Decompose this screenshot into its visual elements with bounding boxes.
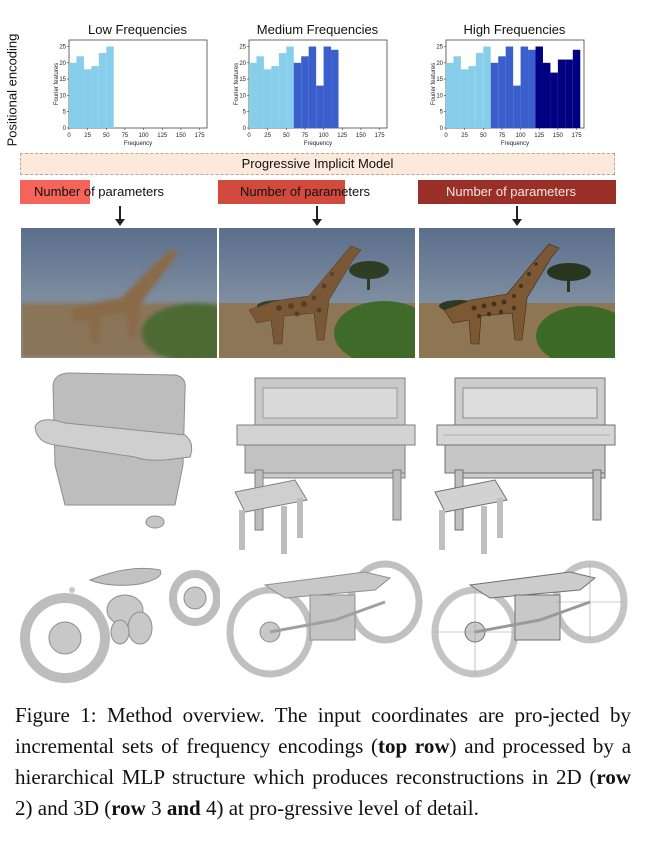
x-tick-label: 50 — [282, 133, 290, 139]
histogram-bar — [331, 50, 338, 128]
histogram-bar — [76, 56, 83, 128]
histogram-bar — [301, 56, 308, 128]
chart-svg — [235, 24, 400, 154]
x-tick-label: 25 — [84, 133, 91, 139]
histogram-bar — [446, 63, 453, 128]
parameters-label: Number of parameters — [240, 184, 371, 199]
y-tick-label: 25 — [436, 44, 443, 51]
histogram-bar — [264, 69, 271, 128]
giraffe-image-high-detail — [419, 228, 615, 358]
parameters-box-3 — [418, 180, 616, 204]
x-tick-label: 175 — [571, 133, 582, 139]
chart-medium-frequencies — [235, 24, 400, 154]
histogram-bar — [521, 47, 528, 128]
x-tick-label: 175 — [374, 133, 385, 139]
parameters-box-1 — [20, 180, 220, 204]
histogram-bar — [99, 53, 106, 128]
histogram-bar — [543, 63, 550, 128]
x-tick-label: 0 — [247, 133, 251, 139]
histogram-bar — [498, 56, 505, 128]
x-tick-label: 25 — [264, 133, 271, 139]
x-axis-label: Frequency — [123, 141, 153, 147]
y-tick-label: 5 — [62, 109, 66, 116]
histogram-bar — [453, 56, 460, 128]
histogram-bar — [106, 47, 113, 128]
y-tick-label: 20 — [59, 60, 66, 67]
y-tick-label: 15 — [239, 77, 246, 84]
y-tick-label: 20 — [239, 60, 246, 67]
x-tick-label: 125 — [337, 133, 348, 139]
histogram-bar — [536, 47, 543, 128]
x-tick-label: 100 — [318, 133, 329, 139]
histogram-bar — [279, 53, 286, 128]
x-tick-label: 150 — [355, 133, 366, 139]
motorcycle-render-low-detail — [20, 560, 220, 690]
histogram-bar — [249, 63, 256, 128]
caption-prefix: Figure 1: — [15, 703, 97, 727]
y-tick-label: 0 — [242, 126, 246, 132]
y-tick-label: 25 — [239, 44, 246, 51]
chart-low-frequencies — [55, 24, 220, 154]
chart-high-frequencies — [432, 24, 597, 154]
histogram-bar — [550, 73, 557, 128]
histogram-bar — [513, 86, 520, 128]
y-tick-label: 0 — [439, 126, 443, 132]
chart-svg — [432, 24, 597, 154]
piano-render-low-detail — [25, 365, 225, 535]
down-arrow — [516, 206, 518, 220]
y-tick-label: 5 — [242, 109, 246, 116]
x-tick-label: 50 — [479, 133, 487, 139]
histogram-bar — [294, 63, 301, 128]
x-tick-label: 75 — [121, 133, 129, 139]
y-tick-label: 10 — [436, 93, 443, 100]
parameters-box-2 — [218, 180, 413, 204]
positional-encoding-label: Positional encoding — [4, 33, 20, 147]
x-tick-label: 50 — [102, 133, 110, 139]
y-axis-label: Fourier features — [234, 62, 240, 106]
progressive-implicit-model-banner: Progressive Implicit Model — [20, 153, 615, 175]
motorcycle-render-high-detail — [430, 560, 630, 690]
x-tick-label: 125 — [534, 133, 545, 139]
x-tick-label: 100 — [515, 133, 526, 139]
histogram-bar — [483, 47, 490, 128]
x-axis-label: Frequency — [303, 141, 333, 147]
x-tick-label: 175 — [194, 133, 205, 139]
histogram-bar — [84, 69, 91, 128]
histogram-bar — [476, 53, 483, 128]
down-arrow — [316, 206, 318, 220]
y-tick-label: 25 — [59, 44, 66, 51]
histogram-bar — [528, 50, 535, 128]
figure-caption: Figure 1: Method overview. The input coordinates are pro-jected by incremental sets of frequency encodings (top row) and processed by a hierarchical MLP structure which produces reconstructions in 2D (row 2) and 3D (row 3 and 4) at pro-gressive level of detail. — [15, 703, 632, 820]
x-tick-label: 0 — [67, 133, 71, 139]
x-tick-label: 150 — [175, 133, 186, 139]
piano-render-medium-detail — [225, 370, 425, 540]
histogram-bar — [491, 63, 498, 128]
down-arrow — [119, 206, 121, 220]
y-axis-label: Fourier features — [54, 62, 60, 106]
histogram-bar — [324, 47, 331, 128]
histogram-bar — [558, 60, 565, 128]
y-tick-label: 5 — [439, 109, 443, 116]
histogram-bar — [91, 66, 98, 128]
y-tick-label: 10 — [239, 93, 246, 100]
histogram-bar — [506, 47, 513, 128]
x-axis-label: Frequency — [500, 141, 530, 147]
x-tick-label: 100 — [138, 133, 149, 139]
histogram-bar — [461, 69, 468, 128]
y-axis-label: Fourier features — [431, 62, 437, 106]
parameters-label: Number of parameters — [446, 184, 577, 199]
x-tick-label: 125 — [157, 133, 168, 139]
chart-svg — [55, 24, 220, 154]
y-tick-label: 15 — [59, 77, 66, 84]
motorcycle-render-medium-detail — [225, 560, 425, 690]
histogram-bar — [256, 56, 263, 128]
x-tick-label: 25 — [461, 133, 468, 139]
y-tick-label: 0 — [62, 126, 66, 132]
chart-title: Low Frequencies — [88, 22, 187, 37]
giraffe-image-medium-detail — [219, 228, 415, 358]
histogram-bar — [573, 50, 580, 128]
parameters-label: Number of parameters — [34, 184, 165, 199]
x-tick-label: 150 — [552, 133, 563, 139]
histogram-bar — [316, 86, 323, 128]
y-tick-label: 15 — [436, 77, 443, 84]
histogram-bar — [468, 66, 475, 128]
chart-title: Medium Frequencies — [256, 22, 379, 37]
histogram-bar — [69, 63, 76, 128]
x-tick-label: 75 — [498, 133, 506, 139]
x-tick-label: 0 — [444, 133, 448, 139]
histogram-bar — [309, 47, 316, 128]
x-tick-label: 75 — [301, 133, 309, 139]
piano-render-high-detail — [425, 370, 625, 540]
histogram-bar — [271, 66, 278, 128]
giraffe-image-low-detail — [21, 228, 217, 358]
chart-title: High Frequencies — [463, 22, 566, 37]
y-tick-label: 10 — [59, 93, 66, 100]
histogram-bar — [286, 47, 293, 128]
histogram-bar — [565, 60, 572, 128]
y-tick-label: 20 — [436, 60, 443, 67]
